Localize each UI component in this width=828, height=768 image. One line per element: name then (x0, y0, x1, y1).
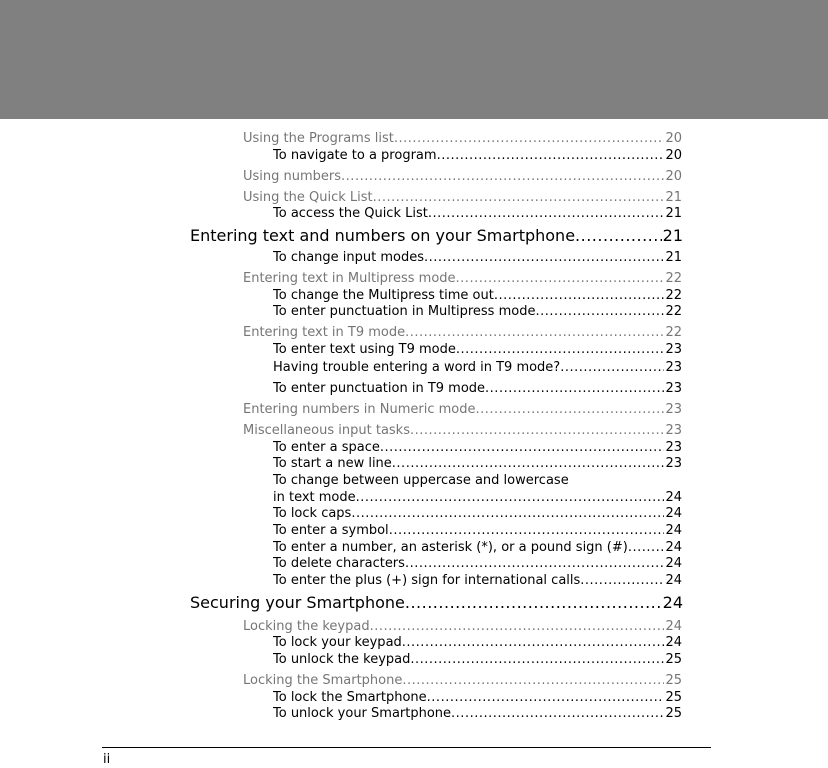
toc-page-number: 22 (665, 325, 682, 340)
toc-dot-leader (580, 573, 664, 588)
toc-page-number: 25 (665, 673, 682, 688)
toc-dot-leader (392, 456, 665, 471)
toc-entry-title: To navigate to a program (273, 148, 437, 163)
toc-dot-leader (427, 690, 665, 705)
toc-page-number: 24 (665, 490, 682, 505)
toc-entry-locking-keypad[interactable] (243, 619, 682, 636)
toc-dot-leader (494, 288, 665, 303)
toc-page-number: 24 (665, 573, 682, 588)
toc-dot-leader (405, 325, 664, 340)
toc-section-securing-smartphone[interactable] (190, 593, 683, 615)
toc-entry-title: To access the Quick List (273, 206, 428, 221)
toc-dot-leader (389, 523, 665, 538)
toc-entry-delete-characters[interactable] (273, 556, 682, 573)
toc-entry-title: To enter punctuation in T9 mode (273, 381, 486, 396)
toc-page-number: 24 (665, 556, 682, 571)
toc-entry-enter-space[interactable] (273, 440, 682, 457)
toc-entry-title: To enter punctuation in Multipress mode (273, 304, 536, 319)
toc-entry-title: Entering numbers in Numeric mode (243, 402, 476, 417)
toc-dot-leader (456, 271, 665, 286)
toc-page-number: 22 (665, 304, 682, 319)
toc-page-number: 20 (665, 169, 682, 184)
toc-page-number: 25 (665, 652, 682, 667)
toc-entry-title: Locking the Smartphone (243, 673, 403, 688)
toc-dot-leader (380, 440, 665, 455)
toc-entry-title: To enter a space (273, 440, 380, 455)
toc-dot-leader (410, 423, 664, 438)
toc-entry-title: To enter a number, an asterisk (*), or a pound sign (#) (273, 540, 628, 555)
toc-page-number: 24 (665, 523, 682, 538)
toc-entry-title: in text mode (273, 490, 356, 505)
toc-dot-leader (560, 360, 664, 375)
toc-entry-unlock-smartphone[interactable] (273, 706, 682, 723)
footer-rule (102, 747, 711, 748)
toc-dot-leader (394, 131, 665, 146)
toc-entry-title: To unlock the keypad (273, 652, 411, 667)
toc-page-number: 23 (665, 402, 682, 417)
toc-entry-t9-mode[interactable] (243, 325, 682, 342)
toc-dot-leader (373, 190, 665, 205)
toc-entry-change-case-line2[interactable] (273, 490, 682, 507)
toc-entry-title: Miscellaneous input tasks (243, 423, 410, 438)
toc-page-number: 21 (665, 206, 682, 221)
toc-page-number: 22 (665, 271, 682, 286)
toc-entry-multipress-mode[interactable] (243, 271, 682, 288)
toc-entry-title: To delete characters (273, 556, 405, 571)
toc-page-number: 20 (665, 131, 682, 146)
toc-entry-new-line[interactable] (273, 456, 682, 473)
toc-page-number: 23 (665, 456, 682, 471)
toc-entry-punctuation-multipress[interactable] (273, 304, 682, 321)
toc-entry-title: Using the Programs list (243, 131, 394, 146)
toc-entry-trouble-t9-word[interactable] (273, 360, 682, 377)
toc-page-number: 24 (665, 619, 682, 634)
toc-entry-title: Entering text in T9 mode (243, 325, 406, 340)
toc-dot-leader (356, 490, 665, 505)
toc-page-number: 24 (665, 506, 682, 521)
toc-entry-title: Using the Quick List (243, 190, 373, 205)
toc-entry-multipress-time-out[interactable] (273, 288, 682, 305)
toc-dot-leader (402, 673, 664, 688)
toc-entry-misc-input-tasks[interactable] (243, 423, 682, 440)
toc-entry-locking-smartphone[interactable] (243, 673, 682, 690)
toc-page-number: 23 (665, 423, 682, 438)
toc-dot-leader (341, 169, 664, 184)
toc-entry-title: Having trouble entering a word in T9 mode? (273, 360, 561, 375)
toc-entry-title: Locking the keypad (243, 619, 370, 634)
toc-entry-enter-symbol[interactable] (273, 523, 682, 540)
toc-dot-leader (410, 652, 664, 667)
toc-page-number: 23 (665, 381, 682, 396)
toc-dot-leader (456, 342, 665, 357)
toc-dot-leader (402, 635, 665, 650)
toc-entry-punctuation-t9[interactable] (273, 381, 682, 398)
toc-page-number: 24 (665, 635, 682, 650)
toc-entry-change-input-modes[interactable] (273, 250, 682, 267)
toc-entry-numeric-mode[interactable] (243, 402, 682, 419)
toc-entry-title: To start a new line (273, 456, 392, 471)
toc-entry-using-numbers[interactable] (243, 169, 682, 186)
toc-entry-access-quick-list[interactable] (273, 206, 682, 223)
toc-entry-title: Entering text in Multipress mode (243, 271, 456, 286)
toc-entry-plus-sign-international[interactable] (273, 573, 682, 590)
toc-page-number: 23 (665, 360, 682, 375)
toc-page-number: 25 (665, 706, 682, 721)
toc-entry-title: To lock your keypad (273, 635, 402, 650)
toc-entry-lock-keypad[interactable] (273, 635, 682, 652)
toc-section-title: Securing your Smartphone (190, 593, 405, 612)
toc-dot-leader (475, 402, 664, 417)
toc-dot-leader (424, 250, 664, 265)
toc-dot-leader (535, 304, 664, 319)
toc-entry-change-case-line1[interactable]: To change between uppercase and lowercase (273, 473, 569, 488)
toc-dot-leader (351, 506, 664, 521)
toc-entry-text-using-t9[interactable] (273, 342, 682, 359)
toc-entry-title: To unlock your Smartphone (273, 706, 452, 721)
toc-page-number: 21 (665, 190, 682, 205)
toc-entry-title: Using numbers (243, 169, 342, 184)
toc-page-number: 22 (665, 288, 682, 303)
toc-entry-title: To change the Multipress time out (273, 288, 494, 303)
toc-page-number: 21 (665, 250, 682, 265)
toc-entry-title: To change input modes (273, 250, 425, 265)
toc-section-title: Entering text and numbers on your Smartphone (190, 226, 576, 245)
toc-dot-leader (628, 540, 665, 555)
toc-page-number: 23 (665, 440, 682, 455)
toc-page-number: 20 (665, 148, 682, 163)
toc-entry-enter-number-asterisk-pound[interactable] (273, 540, 682, 557)
toc-dot-leader (405, 593, 662, 612)
toc-entry-title: To enter the plus (+) sign for international calls (273, 573, 581, 588)
toc-entry-using-quick-list[interactable] (243, 190, 682, 207)
toc-dot-leader (370, 619, 665, 634)
toc-dot-leader (485, 381, 664, 396)
toc-page-number: 24 (662, 593, 683, 612)
toc-entry-unlock-keypad[interactable] (273, 652, 682, 669)
toc-dot-leader (405, 556, 665, 571)
toc-entry-lock-caps[interactable] (273, 506, 682, 523)
toc-dot-leader (575, 226, 662, 245)
toc-entry-using-programs-list[interactable] (243, 131, 682, 148)
toc-dot-leader (428, 206, 665, 221)
header-band (0, 0, 828, 119)
toc-entry-title: To enter text using T9 mode (273, 342, 456, 357)
toc-entry-navigate-to-program[interactable] (273, 148, 682, 165)
toc-entry-title: To lock the Smartphone (273, 690, 427, 705)
toc-page-number: 23 (665, 342, 682, 357)
footer-page-number: ii (103, 752, 111, 767)
toc-section-entering-text-and-numbers[interactable] (190, 226, 683, 248)
toc-entry-lock-smartphone[interactable] (273, 690, 682, 707)
toc-page-number: 21 (662, 226, 683, 245)
toc-page-number: 24 (665, 540, 682, 555)
toc-page-number: 25 (665, 690, 682, 705)
toc-entry-title: To enter a symbol (273, 523, 389, 538)
toc-entry-title: To lock caps (273, 506, 352, 521)
toc-dot-leader (451, 706, 664, 721)
toc-dot-leader (437, 148, 665, 163)
